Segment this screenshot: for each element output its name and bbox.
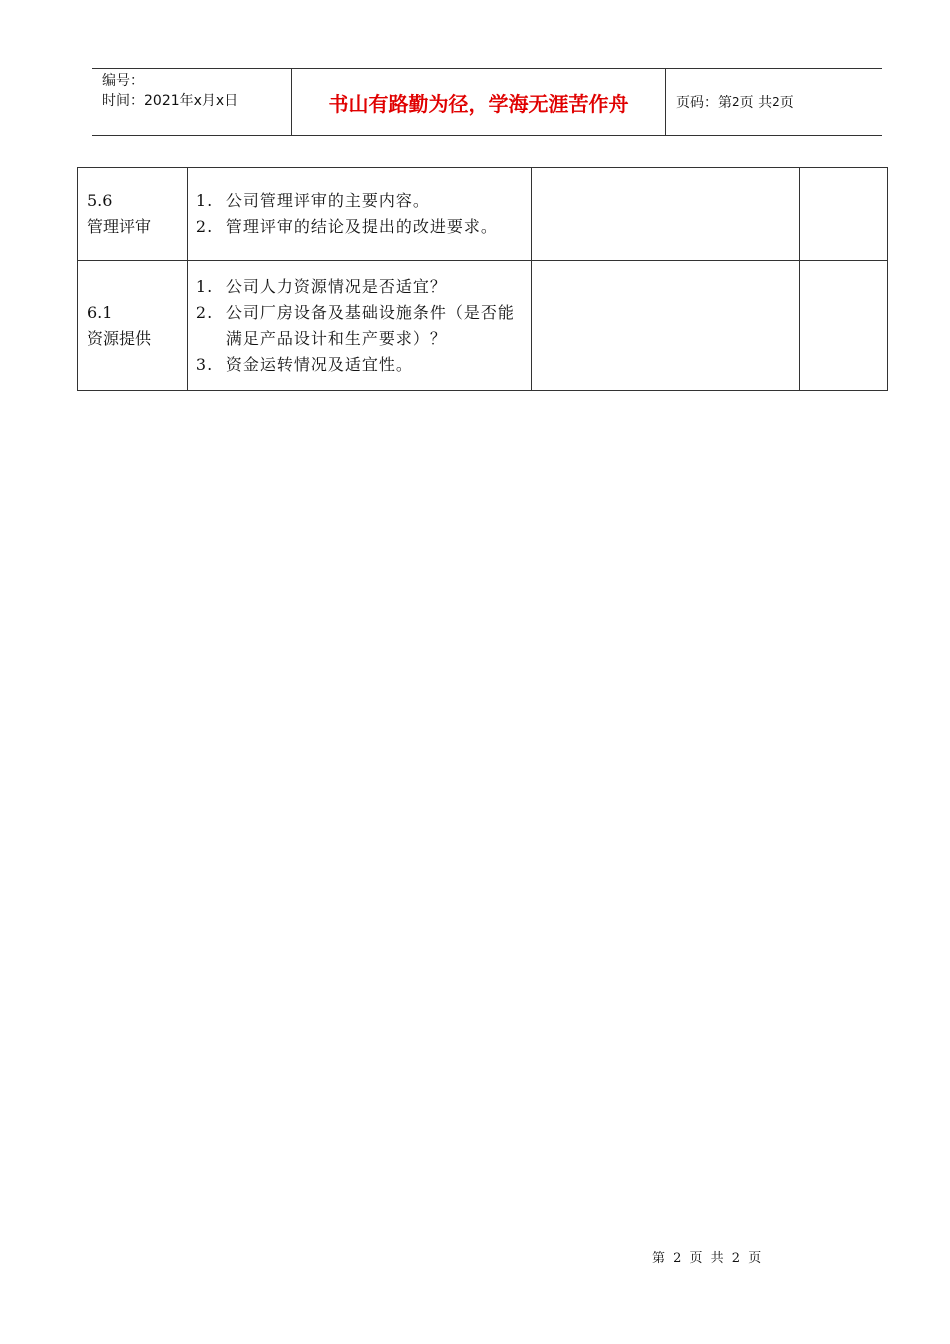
- item-number: 1.: [195, 191, 214, 210]
- clause-cell: [78, 168, 188, 261]
- header-motto: 书山有路勤为径，学海无涯苦作舟: [292, 69, 666, 135]
- record-cell: [531, 261, 799, 391]
- page-label: 页码：第: [676, 95, 732, 111]
- clause-code: 5.6: [87, 191, 113, 210]
- clause-title: 管理评审: [87, 217, 152, 236]
- item-text: 公司管理评审的主要内容。: [225, 191, 430, 210]
- clause-code: 6.1: [87, 302, 113, 322]
- checklist-cell: [187, 168, 531, 261]
- header-page-number: [666, 69, 882, 135]
- result-cell: [799, 261, 887, 391]
- checklist: [196, 274, 523, 378]
- table-row: [78, 168, 888, 261]
- list-item: [196, 352, 523, 378]
- list-item: [196, 214, 523, 240]
- checklist: [196, 188, 523, 240]
- item-number: 2.: [195, 217, 214, 236]
- list-item: [196, 188, 523, 214]
- audit-table: [77, 167, 888, 391]
- document-time-label: 时间：2021年x月x日: [102, 93, 239, 109]
- item-number: 1.: [195, 276, 214, 296]
- list-item: [196, 274, 523, 300]
- item-text: 公司人力资源情况是否适宜？: [225, 276, 447, 296]
- table-row: [78, 261, 888, 391]
- item-number: 2.: [195, 302, 214, 322]
- page-total: 2: [772, 95, 780, 109]
- item-number: 3.: [195, 354, 214, 374]
- page-mid-label: 页 共: [739, 95, 773, 111]
- item-text: 公司厂房设备及基础设施条件（是否能满足产品设计和生产要求）？: [225, 302, 515, 348]
- result-cell: [799, 168, 887, 261]
- checklist-cell: [187, 261, 531, 391]
- page-footer: 第 2 页 共 2 页: [652, 1251, 764, 1266]
- document-number-label: 编号：: [102, 73, 144, 89]
- page-end-label: 页: [779, 95, 794, 111]
- page-header: [92, 68, 882, 136]
- clause-cell: [78, 261, 188, 391]
- page-current: 2: [732, 95, 740, 109]
- record-cell: [531, 168, 799, 261]
- header-meta: [92, 69, 292, 135]
- clause-title: 资源提供: [87, 328, 152, 348]
- item-text: 管理评审的结论及提出的改进要求。: [225, 217, 498, 236]
- list-item: [196, 300, 523, 352]
- item-text: 资金运转情况及适宜性。: [225, 354, 413, 374]
